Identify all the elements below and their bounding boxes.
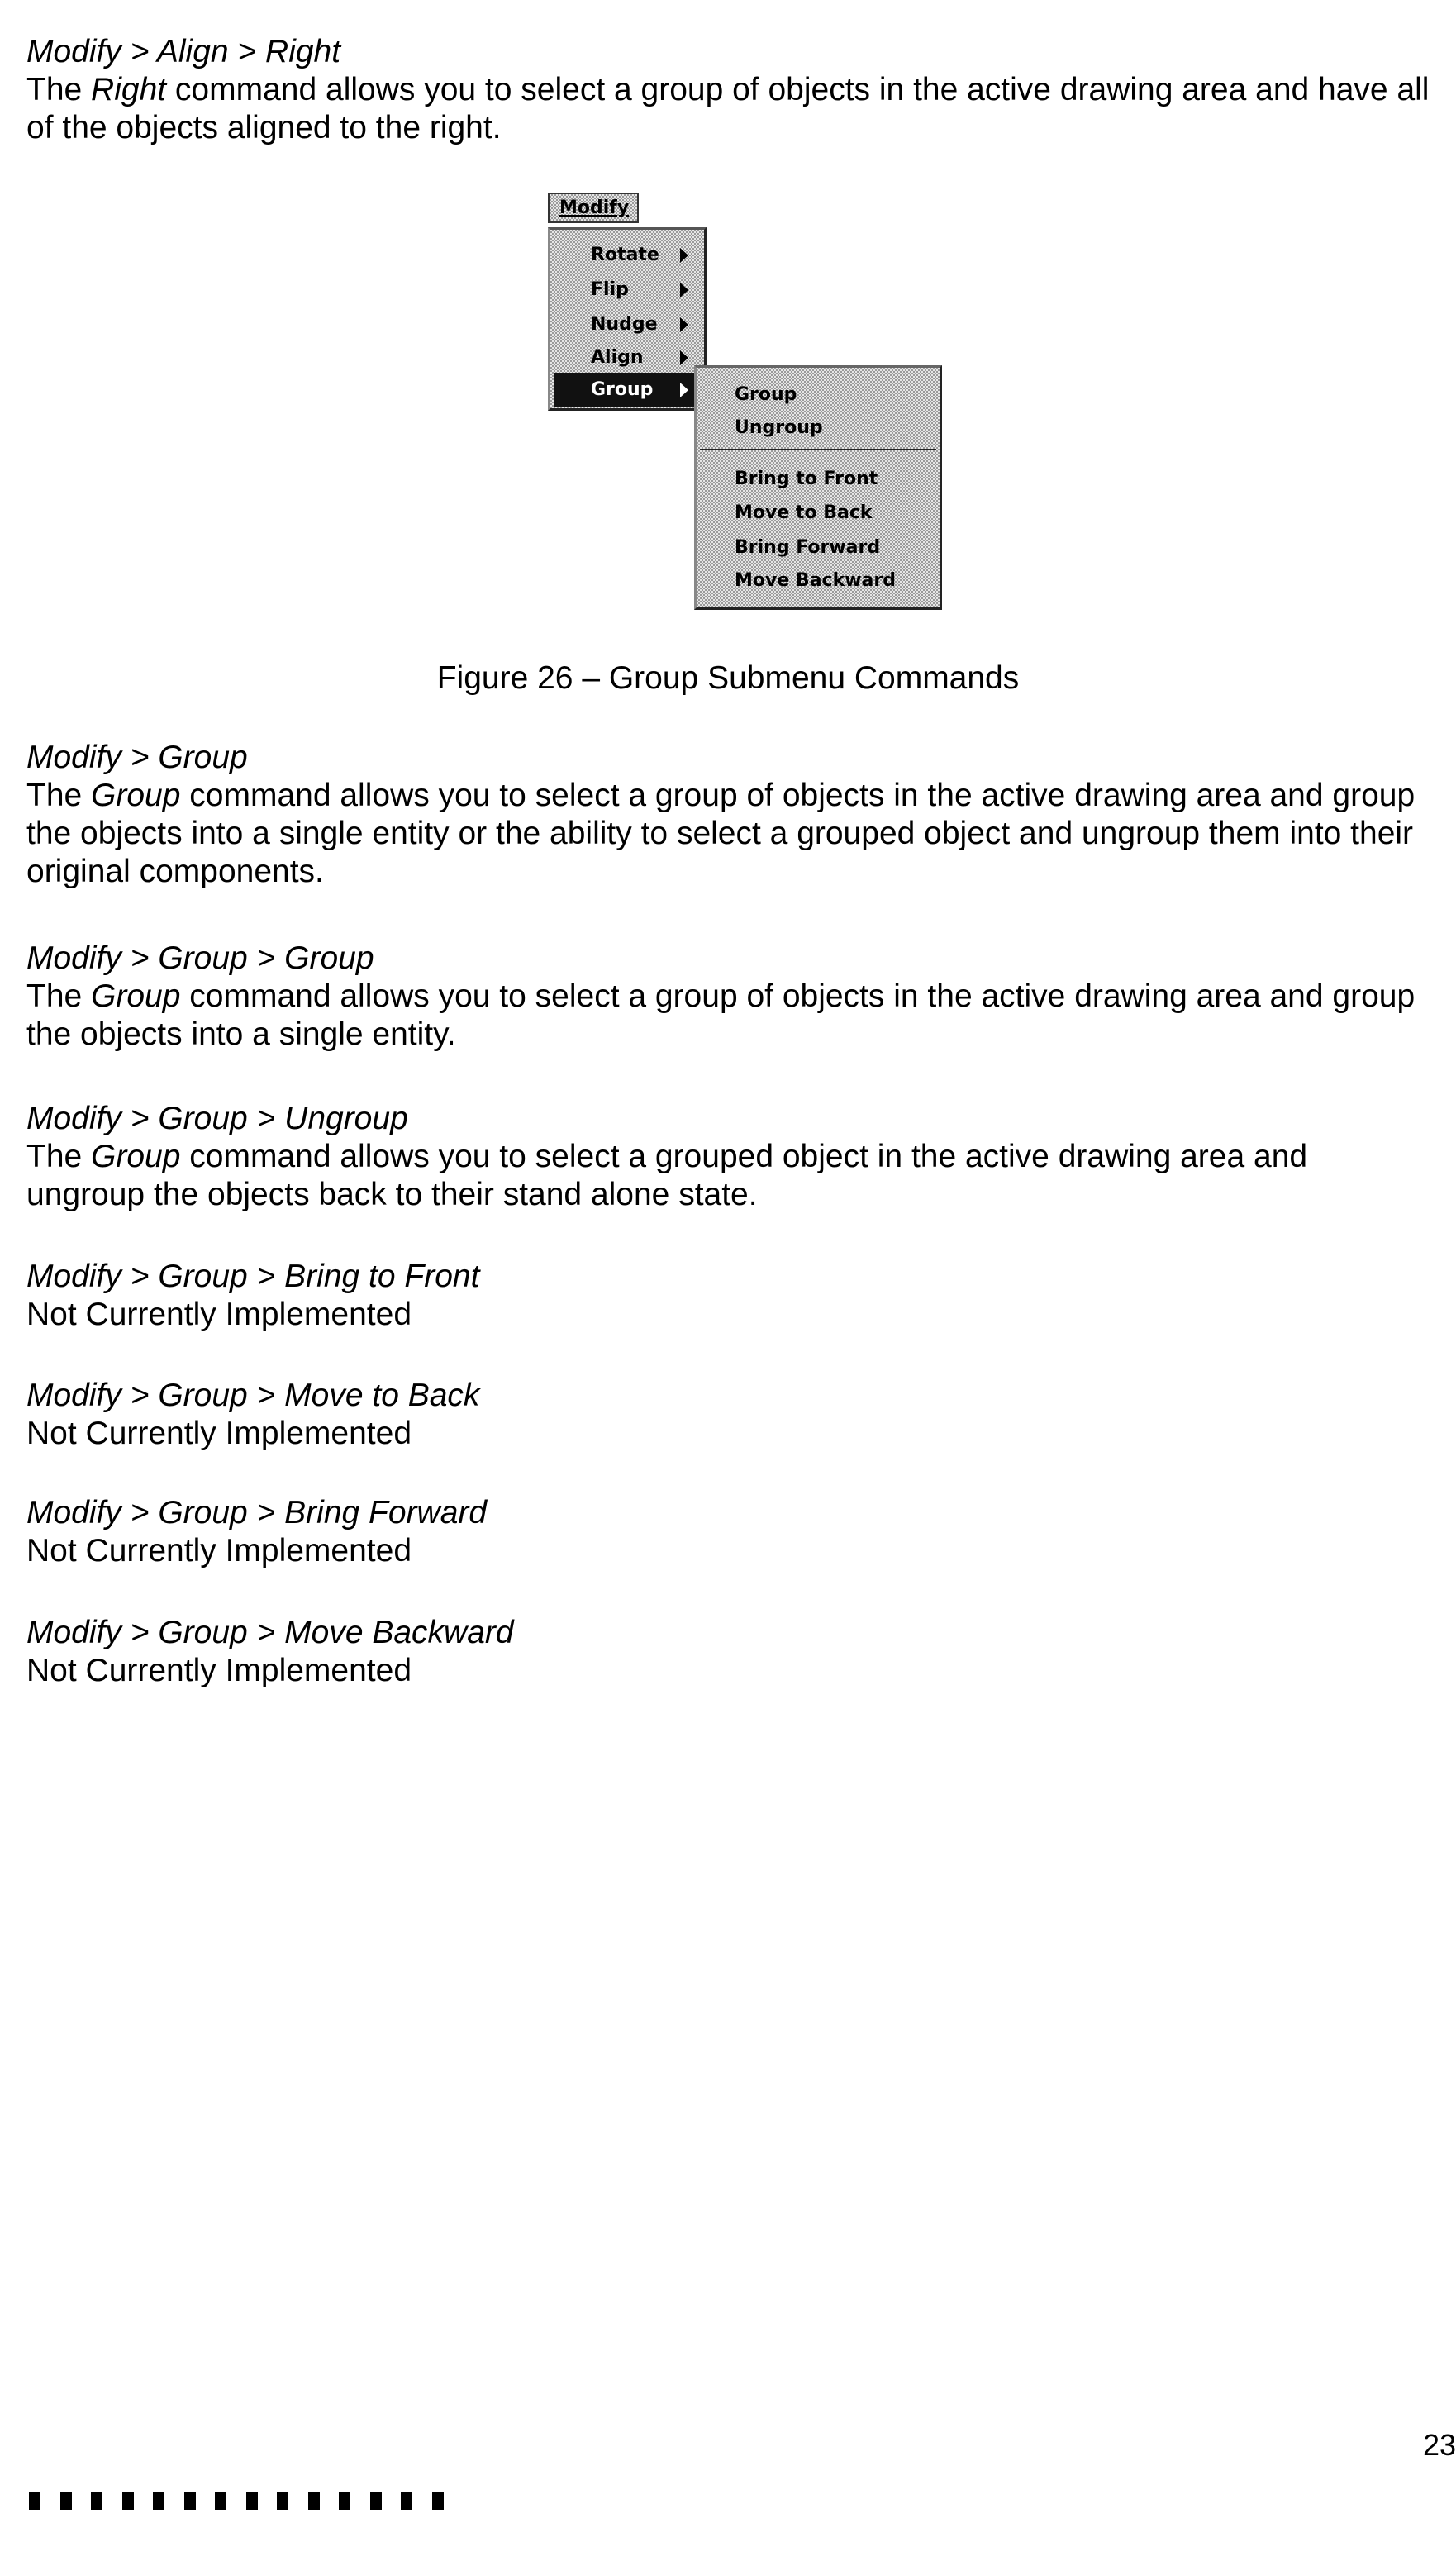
footer-marker xyxy=(153,2492,164,2510)
body-text: command allows you to select a group of objects in the active drawing area and group the objects into a single entity or the ability to select a grouped object and ungroup them into their original components. xyxy=(26,778,1415,889)
menu-item-nudge[interactable] xyxy=(554,307,697,342)
figure-caption: Figure 26 – Group Submenu Commands xyxy=(0,659,1456,697)
menu-item-group[interactable] xyxy=(554,373,697,407)
menu-item-label: Nudge xyxy=(591,307,658,342)
group-submenu xyxy=(694,365,942,610)
menu-item-rotate[interactable] xyxy=(554,238,697,273)
footer-marker xyxy=(246,2492,258,2510)
section-body: Not Currently Implemented xyxy=(26,1296,1431,1334)
footer-marker xyxy=(432,2492,444,2510)
footer-marker xyxy=(277,2492,288,2510)
section-heading: Modify > Align > Right xyxy=(26,33,1431,71)
body-emphasis: Group xyxy=(91,1139,180,1174)
section-bring-to-front xyxy=(26,1258,1431,1334)
submenu-arrow-icon xyxy=(680,383,688,397)
section-heading: Modify > Group > Move to Back xyxy=(26,1377,1431,1415)
footer-marker xyxy=(122,2492,134,2510)
footer-marker xyxy=(308,2492,320,2510)
footer-marker xyxy=(401,2492,412,2510)
section-heading: Modify > Group > Group xyxy=(26,940,1431,978)
submenu-separator xyxy=(700,449,936,450)
footer-marker xyxy=(184,2492,196,2510)
body-text: The xyxy=(26,1139,91,1174)
footer-marker xyxy=(91,2492,102,2510)
menu-item-flip[interactable] xyxy=(554,273,697,307)
section-move-to-back xyxy=(26,1377,1431,1453)
submenu-item-move-backward[interactable]: Move Backward xyxy=(735,564,896,597)
section-body xyxy=(26,1138,1431,1214)
menu-item-label: Align xyxy=(591,340,644,375)
submenu-item-bring-to-front[interactable]: Bring to Front xyxy=(735,463,878,496)
modify-menu xyxy=(548,227,707,411)
menu-item-label: Group xyxy=(591,373,653,407)
submenu-item-move-to-back[interactable]: Move to Back xyxy=(735,497,873,530)
submenu-arrow-icon xyxy=(680,248,688,263)
menu-title-modify[interactable]: Modify xyxy=(548,193,639,223)
submenu-arrow-icon xyxy=(680,350,688,365)
section-align-right xyxy=(26,33,1431,147)
section-body xyxy=(26,777,1431,891)
page-number: 23 xyxy=(1423,2426,1456,2464)
submenu-arrow-icon xyxy=(680,283,688,297)
body-text: command allows you to select a group of objects in the active drawing area and group the objects into a single entity. xyxy=(26,978,1415,1052)
submenu-item-group[interactable]: Group xyxy=(735,378,797,412)
section-heading: Modify > Group > Move Backward xyxy=(26,1614,1431,1652)
menu-item-label: Rotate xyxy=(591,238,659,273)
menu-item-align[interactable] xyxy=(554,340,697,375)
footer-marker-bar xyxy=(29,2492,444,2510)
body-text: The xyxy=(26,72,91,107)
footer-marker xyxy=(339,2492,350,2510)
body-text: command allows you to select a group of objects in the active drawing area and have all of the objects aligned to the right. xyxy=(26,72,1429,145)
section-body xyxy=(26,978,1431,1054)
section-body: Not Currently Implemented xyxy=(26,1532,1431,1570)
section-group xyxy=(26,739,1431,891)
footer-marker xyxy=(215,2492,226,2510)
section-body xyxy=(26,71,1431,147)
body-emphasis: Right xyxy=(91,72,166,107)
section-heading: Modify > Group > Ungroup xyxy=(26,1100,1431,1138)
menu-item-label: Flip xyxy=(591,273,629,307)
footer-marker xyxy=(370,2492,382,2510)
body-emphasis: Group xyxy=(91,978,180,1014)
body-emphasis: Group xyxy=(91,778,180,813)
section-heading: Modify > Group xyxy=(26,739,1431,777)
footer-marker xyxy=(29,2492,40,2510)
section-bring-forward xyxy=(26,1494,1431,1570)
body-text: The xyxy=(26,978,91,1014)
submenu-arrow-icon xyxy=(680,317,688,332)
section-heading: Modify > Group > Bring to Front xyxy=(26,1258,1431,1296)
body-text: command allows you to select a grouped object in the active drawing area and ungroup the objects back to their stand alone state. xyxy=(26,1139,1307,1212)
submenu-item-ungroup[interactable]: Ungroup xyxy=(735,412,823,445)
footer-marker xyxy=(60,2492,72,2510)
body-text: The xyxy=(26,778,91,813)
section-move-backward xyxy=(26,1614,1431,1690)
section-heading: Modify > Group > Bring Forward xyxy=(26,1494,1431,1532)
section-group-ungroup xyxy=(26,1100,1431,1214)
section-body: Not Currently Implemented xyxy=(26,1415,1431,1453)
submenu-item-bring-forward[interactable]: Bring Forward xyxy=(735,531,880,564)
section-group-group xyxy=(26,940,1431,1054)
section-body: Not Currently Implemented xyxy=(26,1652,1431,1690)
